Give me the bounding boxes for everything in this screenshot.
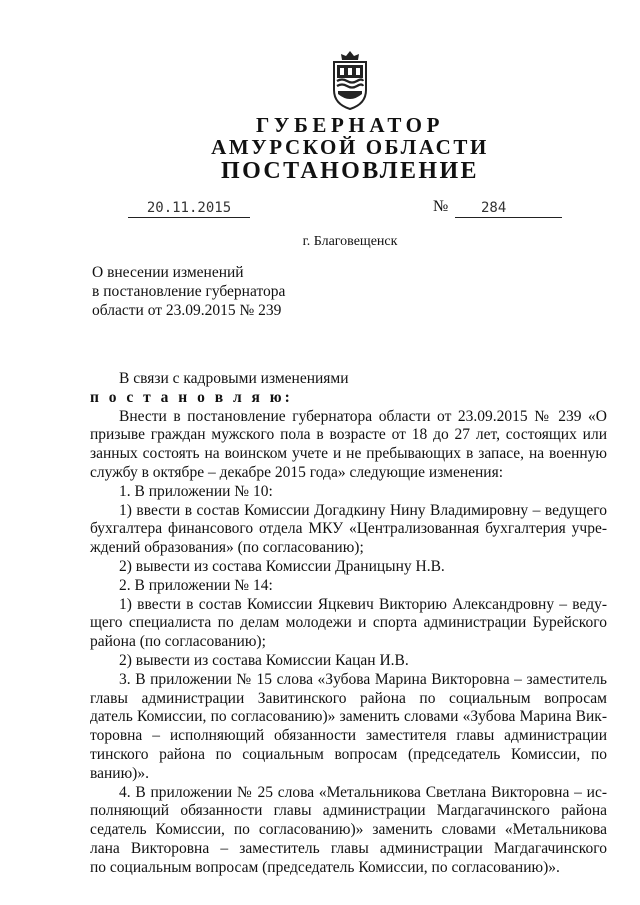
document-number-field bbox=[455, 199, 562, 218]
body-line: лана Викторовна – заместитель главы администрации Магдагачинского bbox=[90, 839, 607, 857]
city-line: г. Благовещенск bbox=[302, 234, 398, 249]
body-line: торовна – исполняющий обязанности заместителя главы администрации bbox=[90, 727, 607, 745]
body-line: 2) вывести из состава Комиссии Кацан И.В. bbox=[119, 651, 409, 669]
body-line: щего специалиста по делам молодежи и спорта администрации Бурейского bbox=[90, 614, 607, 632]
body-line: района (по согласованию); bbox=[90, 633, 266, 651]
document-type-title: ПОСТАНОВЛЕНИЕ bbox=[221, 158, 479, 184]
number-sign: № bbox=[433, 198, 449, 215]
body-line: 1) ввести в состав Комиссии Догадкину Нину Владимировну – ведущего bbox=[119, 501, 607, 519]
body-line: 3. В приложении № 15 слова «Зубова Марина Викторовна – заместитель bbox=[119, 670, 607, 688]
body-line: главы администрации Завитинского района по социальным вопросам bbox=[90, 689, 607, 707]
document-date: 20.11.2015 bbox=[128, 199, 250, 218]
subject-line: О внесении изменений bbox=[92, 264, 244, 281]
body-line: тинского района по социальным вопросам (председатель Комиссии, по bbox=[90, 745, 607, 763]
body-line: 4. В приложении № 25 слова «Метальникова Светлана Викторовна – ис- bbox=[119, 783, 607, 801]
body-line: ванию)». bbox=[90, 764, 149, 782]
body-line: бухгалтера финансового отдела МКУ «Централизованная бухгалтерия учре- bbox=[90, 520, 607, 538]
body-line: датель Комиссии, по согласованию)» заменить словами «Зубова Марина Вик- bbox=[90, 708, 607, 726]
body-line: Внести в постановление губернатора области от 23.09.2015 № 239 «О bbox=[119, 407, 607, 425]
body-line: полняющий обязанности главы администрации Магдагачинского района bbox=[90, 802, 607, 820]
body-line: В связи с кадровыми изменениями bbox=[119, 370, 349, 387]
subject-line: области от 23.09.2015 № 239 bbox=[92, 302, 282, 319]
body-line: 2. В приложении № 14: bbox=[119, 576, 273, 594]
coat-of-arms-emblem bbox=[329, 50, 371, 110]
body-line: 1) ввести в состав Комиссии Яцкевич Викторию Александровну – веду- bbox=[119, 595, 607, 613]
body-line: 2) вывести из состава Комиссии Драницыну Н.В. bbox=[119, 557, 445, 575]
document-number: 284 bbox=[481, 200, 507, 216]
body-line: 1. В приложении № 10: bbox=[119, 482, 273, 500]
document-body bbox=[90, 370, 607, 878]
document-subject bbox=[92, 263, 285, 320]
subject-line: в постановление губернатора bbox=[92, 283, 286, 300]
body-line: ждений образования» (по согласованию); bbox=[90, 539, 364, 557]
resolve-keyword: п о с т а н о в л я ю: bbox=[90, 388, 293, 406]
header-region: АМУРСКОЙ ОБЛАСТИ bbox=[211, 135, 489, 159]
body-line: по социальным вопросам (председатель Комиссии, по согласованию)». bbox=[90, 858, 560, 876]
body-line: службу в октябре – декабре 2015 года» следующие изменения: bbox=[90, 463, 504, 481]
header-governor: ГУБЕРНАТОР bbox=[255, 113, 445, 137]
body-line: призыве граждан мужского пола в возрасте от 18 до 27 лет, состоящих или bbox=[90, 426, 607, 444]
body-line: занных состоять на воинском учете и не пребывающих в запасе, на военную bbox=[90, 445, 607, 463]
body-line: седатель Комиссии, по согласованию)» заменить словами «Метальникова bbox=[90, 821, 607, 839]
